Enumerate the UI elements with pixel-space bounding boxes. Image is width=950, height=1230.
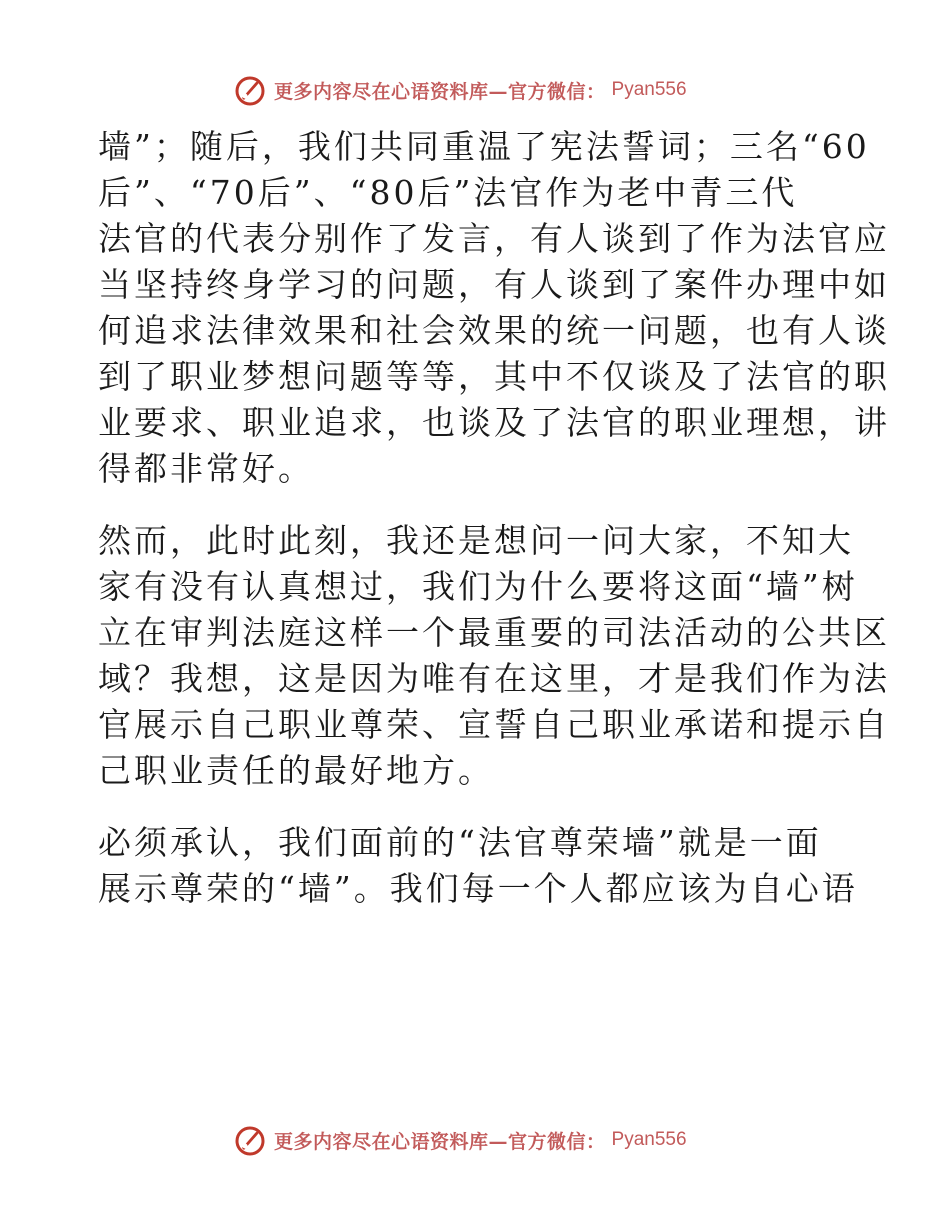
text-line: 官展示自己职业尊荣、宣誓自己职业承诺和提示自 xyxy=(98,705,890,744)
text-line: 当坚持终身学习的问题，有人谈到了案件办理中如 xyxy=(98,265,890,304)
text-line: 后”、“70后”、“80后”法官作为老中青三代 xyxy=(98,173,798,212)
text-line: 域？我想，这是因为唯有在这里，才是我们作为法 xyxy=(98,659,890,698)
banner-text: 更多内容尽在心语资料库—官方微信： xyxy=(274,1130,606,1153)
text-line: 必须承认，我们面前的“法官尊荣墙”就是一面 xyxy=(98,823,822,862)
text-line: 业要求、职业追求，也谈及了法官的职业理想，讲 xyxy=(98,403,890,442)
footer-watermark-banner xyxy=(232,1120,687,1160)
banner-text: 更多内容尽在心语资料库—官方微信： xyxy=(274,80,606,103)
document-body xyxy=(98,124,890,938)
paragraph xyxy=(98,820,858,912)
text-line: 得都非常好。 xyxy=(98,449,314,488)
text-line: 己职业责任的最好地方。 xyxy=(98,751,494,790)
brand-logo-icon xyxy=(232,1122,268,1158)
text-line: 然而，此时此刻，我还是想问一问大家，不知大 xyxy=(98,521,854,560)
paragraph xyxy=(98,124,890,492)
header-watermark-banner xyxy=(232,70,687,110)
banner-wechat-id: Pyan556 xyxy=(611,79,687,100)
text-line: 到了职业梦想问题等等，其中不仅谈及了法官的职 xyxy=(98,357,890,396)
text-line: 家有没有认真想过，我们为什么要将这面“墙”树 xyxy=(98,567,858,606)
paragraph xyxy=(98,518,890,794)
text-line: 展示尊荣的“墙”。我们每一个人都应该为自心语 xyxy=(98,869,858,908)
banner-wechat-id: Pyan556 xyxy=(611,1129,687,1150)
text-line: 法官的代表分别作了发言，有人谈到了作为法官应 xyxy=(98,219,890,258)
text-line: 立在审判法庭这样一个最重要的司法活动的公共区 xyxy=(98,613,890,652)
text-line: 何追求法律效果和社会效果的统一问题，也有人谈 xyxy=(98,311,890,350)
brand-logo-icon xyxy=(232,72,268,108)
text-line: 墙”；随后，我们共同重温了宪法誓词；三名“60 xyxy=(98,127,870,166)
